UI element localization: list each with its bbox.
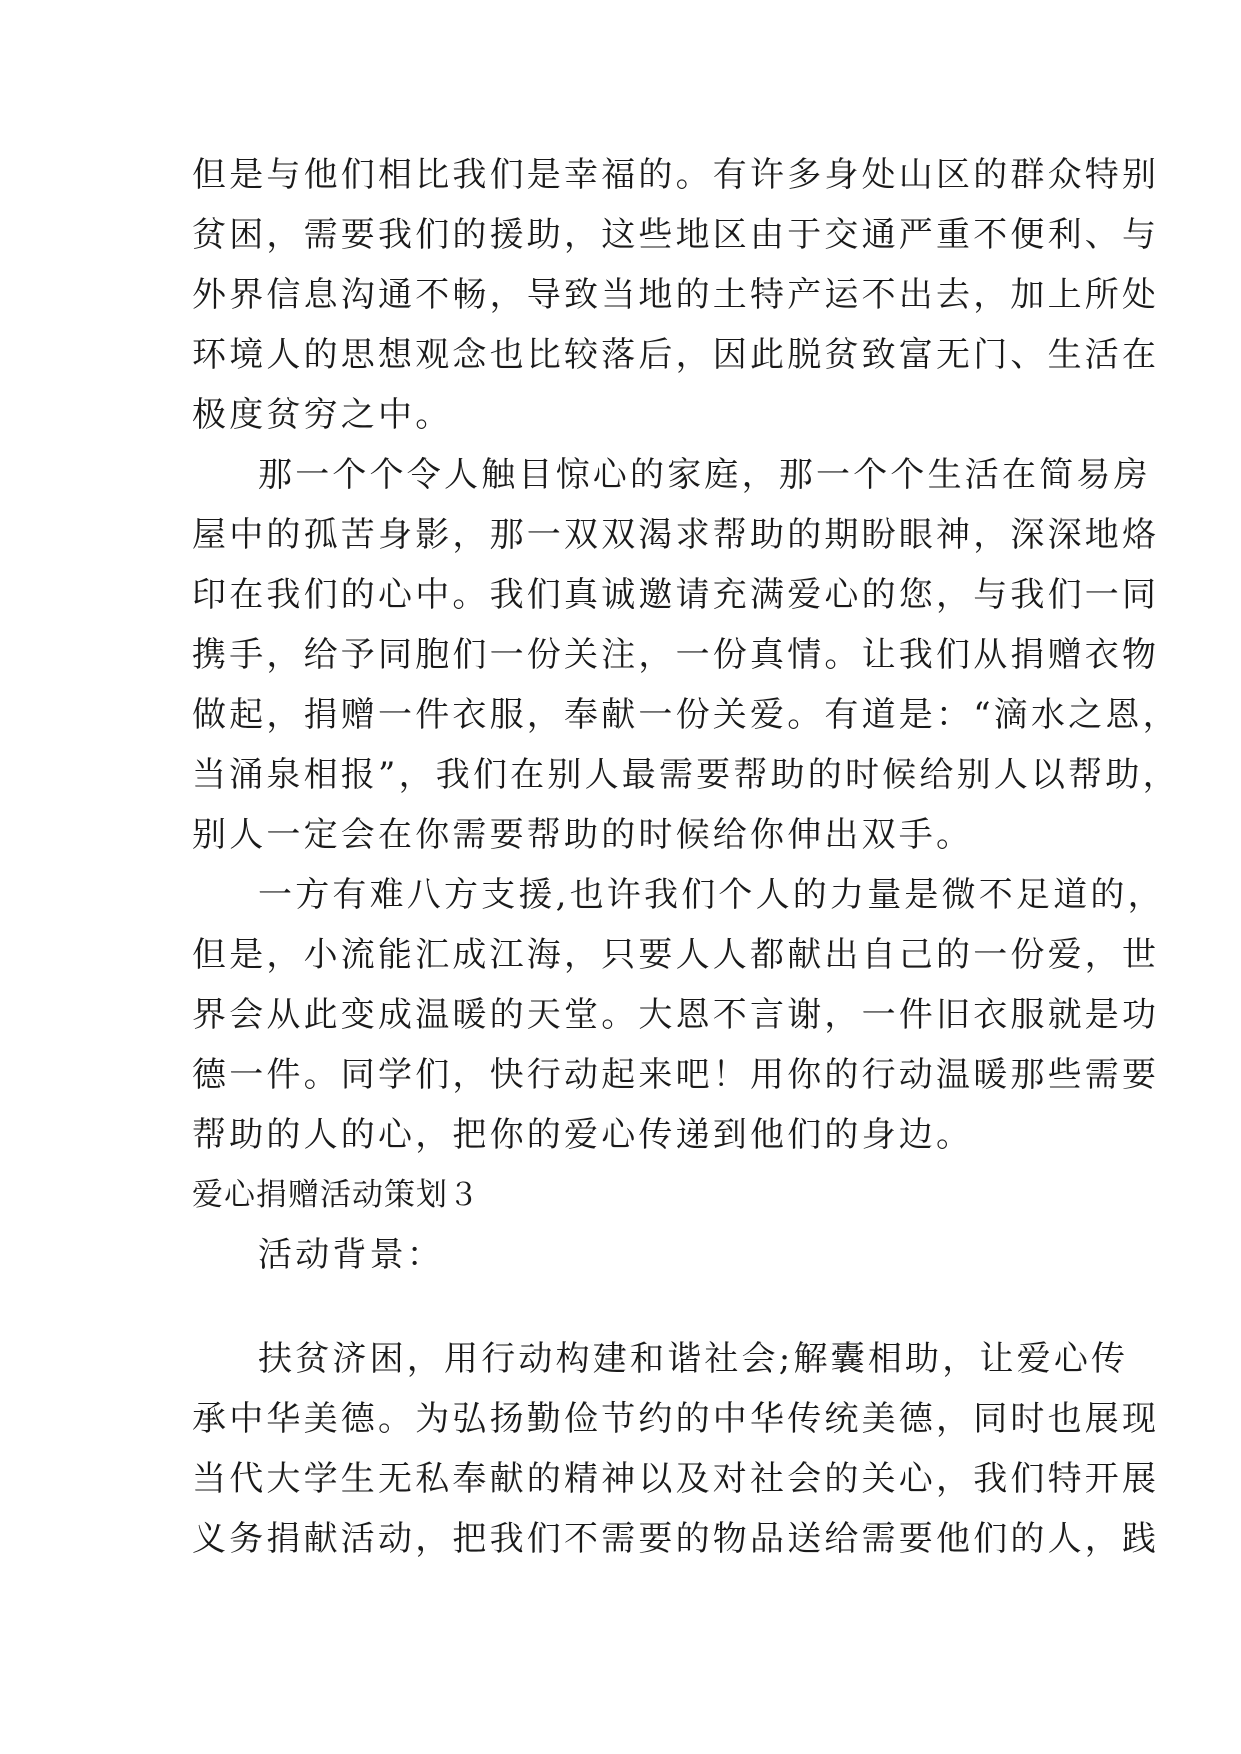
paragraph-line: 帮助的人的心，把你的爱心传递到他们的身边。 [192,1115,974,1155]
paragraph-line: 德一件。同学们，快行动起来吧！用你的行动温暖那些需要 [192,1055,1160,1095]
paragraph-line: 印在我们的心中。我们真诚邀请充满爱心的您，与我们一同 [192,575,1160,615]
paragraph-line: 贫困，需要我们的援助，这些地区由于交通严重不便利、与 [192,215,1160,255]
paragraph-line: 做起，捐赠一件衣服，奉献一份关爱。有道是：“滴水之恩， [192,695,1180,735]
paragraph-line: 当涌泉相报”，我们在别人最需要帮助的时候给别人以帮助， [192,755,1180,795]
section-heading: 爱心捐赠活动策划３ [192,1177,480,1213]
paragraph-line: 但是，小流能汇成江海，只要人人都献出自己的一份爱，世 [192,935,1160,975]
paragraph-line: 承中华美德。为弘扬勤俭节约的中华传统美德，同时也展现 [192,1399,1160,1439]
paragraph-line: 别人一定会在你需要帮助的时候给你伸出双手。 [192,815,974,855]
paragraph-line: 携手，给予同胞们一份关注，一份真情。让我们从捐赠衣物 [192,635,1160,675]
paragraph-line: 义务捐献活动，把我们不需要的物品送给需要他们的人，践 [192,1519,1160,1559]
subheading-activity-background: 活动背景： [258,1235,444,1275]
paragraph-line: 扶贫济困，用行动构建和谐社会;解囊相助，让爱心传 [258,1339,1129,1379]
paragraph-line: 当代大学生无私奉献的精神以及对社会的关心，我们特开展 [192,1459,1160,1499]
paragraph-line: 外界信息沟通不畅，导致当地的土特产运不出去，加上所处 [192,275,1160,315]
paragraph-line: 但是与他们相比我们是幸福的。有许多身处山区的群众特别 [192,155,1160,195]
paragraph-line: 极度贫穷之中。 [192,395,453,435]
paragraph-line: 一方有难八方支援,也许我们个人的力量是微不足道的， [258,875,1165,915]
paragraph-line: 环境人的思想观念也比较落后，因此脱贫致富无门、生活在 [192,335,1160,375]
paragraph-line: 屋中的孤苦身影，那一双双渴求帮助的期盼眼神，深深地烙 [192,515,1160,555]
paragraph-line: 界会从此变成温暖的天堂。大恩不言谢，一件旧衣服就是功 [192,995,1160,1035]
paragraph-line: 那一个个令人触目惊心的家庭，那一个个生活在简易房 [258,455,1151,495]
